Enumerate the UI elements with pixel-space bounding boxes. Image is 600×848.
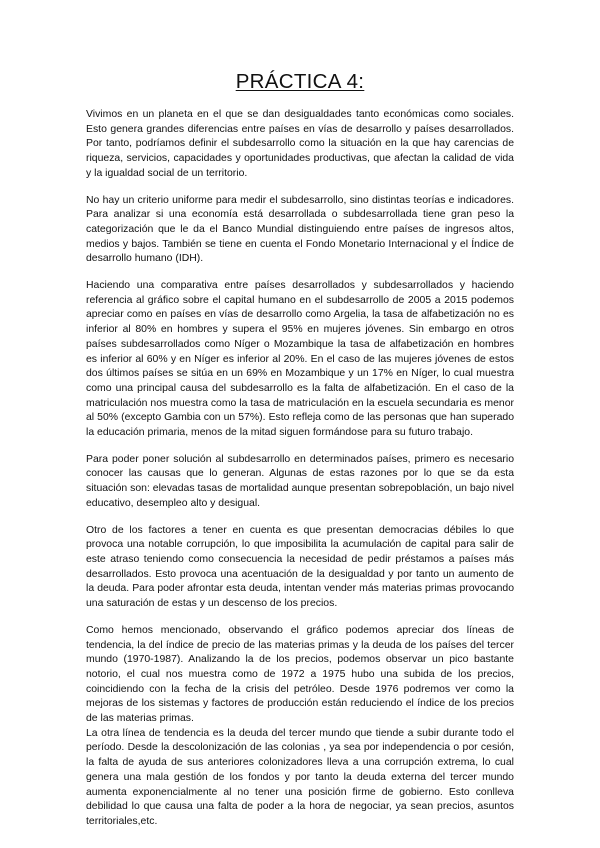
paragraph-intro: Vivimos en un planeta en el que se dan desigualdades tanto económicas como sociales. Esto genera grandes diferencias entre países en vías de desarrollo y países desarrollados. Por tanto, podríamos definir el subdesarrollo como la situación en la que hay carencias de riqueza, servicios, capacidades y oportunidades productivas, que afectan la calidad de vida y la igualdad social de un territorio. (86, 109, 514, 179)
paragraph-criteria: No hay un criterio uniforme para medir el subdesarrollo, sino distintas teorías e indicadores. Para analizar si una economía está desarrollada o subdesarrollada tiene gran peso la categorización que le da el Banco Mundial distinguiendo entre países de ingresos altos, medios y bajos. También se tiene en cuenta el Fondo Monetario Internacional y el Índice de desarrollo humano (IDH). (86, 194, 514, 265)
paragraph-corruption: Otro de los factores a tener en cuenta es que presentan democracias débiles lo que provoca una notable corrupción, lo que imposibilita la acumulación de capital para salir de este atraso teniendo como consecuencia la necesidad de pedir préstamos a países más desarrollados. Esto provoca una acentuación de la desigualdad y por tanto un aumento de la deuda. Para poder afrontar esta deuda, intentan vender más materias primas provocando una saturación de estas y un descenso de los precios. (86, 524, 514, 610)
paragraph-human-capital: Haciendo una comparativa entre países desarrollados y subdesarrollados y haciendo referencia al gráfico sobre el capital humano en el subdesarrollo de 2005 a 2015 podemos apreciar como en países en vías de desarrollo como Argelia, la tasa de alfabetización no es inferior al 80% en hombres y supera el 95% en mujeres jóvenes. Sin embargo en otros países subdesarrollados como Níger o Mozambique la tasa de alfabetización en hombres es inferior al 60% y en Níger es inferior al 20%. En el caso de las mujeres jóvenes de estos dos últimos países se sitúa en un 69% en Mozambique y un 17% en Níger, lo cual muestra como una principal causa del subdesarrollo es la falta de alfabetización. En el caso de la matriculación nos muestra como la tasa de matriculación en la escuela secundaria es menor al 50% (excepto Gambia con un 57%). Esto refleja como de las personas que han superado la educación primaria, menos de la mitad siguen formándose para su futuro trabajo. (86, 280, 514, 439)
paragraph-price-trend: Como hemos mencionado, observando el gráfico podemos apreciar dos líneas de tendencia, la del índice de precio de las materias primas y la deuda de los países del tercer mundo (1970-1987). Analizando la de los precios, podemos observar un pico bastante notorio, el cual nos muestra como de 1972 a 1975 hubo una subida de los precios, coincidiendo con la fecha de la crisis del petróleo. Desde 1976 podremos ver como la mejoras de los sistemas y factores de producción están reduciendo el índice de los precios de las materias primas. (86, 624, 514, 725)
paragraph-debt-trend: La otra línea de tendencia es la deuda del tercer mundo que tiende a subir durante todo el período. Desde la descolonización de las colonias , ya sea por independencia o por cesión, la falta de ayuda de sus anteriores colonizadores lleva a una corrupción extrema, lo cual genera una mala gestión de los fondos y por tanto la deuda externa del tercer mundo aumenta exponencialmente al no tener una posición firme de gobierno. Esto conlleva debilidad lo que causa una falta de poder a la hora de negociar, ya sean precios, asuntos territoriales,etc. (86, 727, 514, 827)
page-title: PRÁCTICA 4: (235, 70, 365, 93)
paragraph-causes: Para poder poner solución al subdesarrollo en determinados países, primero es necesario conocer las causas que lo generan. Algunas de estas razones por lo que se da esta situación son: elevadas tasas de mortalidad aunque presentan sobrepoblación, un bajo nivel educativo, desempleo alto y desigual. (86, 453, 514, 509)
